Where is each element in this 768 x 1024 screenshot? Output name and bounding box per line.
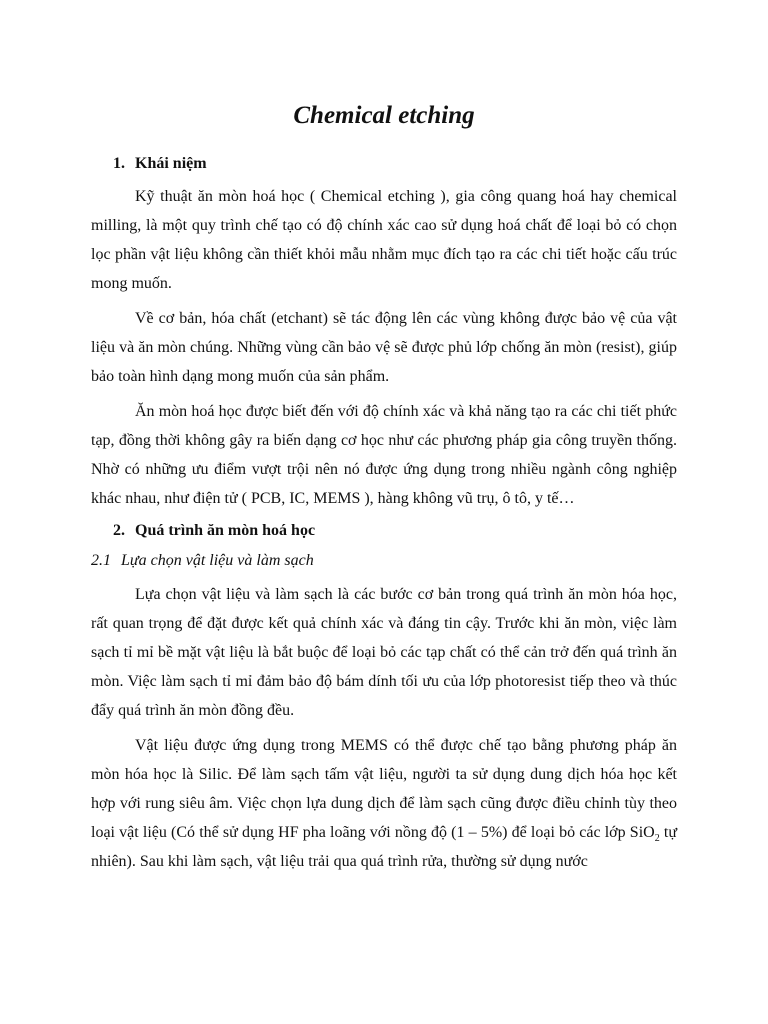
subsection-2-1-title: Lựa chọn vật liệu và làm sạch [121,552,314,569]
section-1-title: Khái niệm [135,155,207,172]
section-2-paragraph-2 [91,731,677,876]
section-1-number: 1. [113,155,125,172]
paragraph-text-after-subscript: tự nhiên). Sau khi làm sạch, vật liệu trải qua quá trình rửa, thường sử dụng nước [91,824,678,870]
section-2-heading [91,519,677,543]
section-1-heading [91,152,677,176]
section-1-paragraph-2: Về cơ bản, hóa chất (etchant) sẽ tác động lên các vùng không được bảo vệ của vật liệu và ăn mòn chúng. Những vùng cần bảo vệ sẽ được phủ lớp chống ăn mòn (resist), giúp bảo toàn hình dạng mong muốn của sản phẩm. [91,310,677,385]
paragraph-text-before-subscript: Vật liệu được ứng dụng trong MEMS có thể được chế tạo bằng phương pháp ăn mòn hóa học là Silic. Để làm sạch tấm vật liệu, người ta sử dụng dung dịch hóa học kết hợp với rung siêu âm. Việc chọn lựa dung dịch để làm sạch cũng được điều chỉnh tùy theo loại vật liệu (Có thể sử dụng HF pha loãng với nồng độ (1 – 5%) để loại bỏ các lớp SiO [91,737,677,841]
section-1-paragraph-1: Kỹ thuật ăn mòn hoá học ( Chemical etching ), gia công quang hoá hay chemical milling, là một quy trình chế tạo có độ chính xác cao sử dụng hoá chất để loại bỏ có chọn lọc phần vật liệu không cần thiết khỏi mẫu nhằm mục đích tạo ra các chi tiết hoặc cấu trúc mong muốn. [91,188,677,292]
subscript-2: 2 [654,833,660,845]
subsection-2-1-number: 2.1 [91,552,111,569]
section-2-paragraph-1: Lựa chọn vật liệu và làm sạch là các bước cơ bản trong quá trình ăn mòn hóa học, rất quan trọng để đặt được kết quả chính xác và đáng tin cậy. Trước khi ăn mòn, việc làm sạch tỉ mỉ bề mặt vật liệu là bắt buộc để loại bỏ các tạp chất có thể cản trở đến quá trình ăn mòn. Việc làm sạch tỉ mỉ đảm bảo độ bám dính tối ưu của lớp photoresist tiếp theo và thúc đẩy quá trình ăn mòn đồng đều. [91,586,677,719]
subsection-2-1-heading [91,549,677,573]
section-2-number: 2. [113,522,125,539]
section-1-paragraph-3: Ăn mòn hoá học được biết đến với độ chính xác và khả năng tạo ra các chi tiết phức tạp, đồng thời không gây ra biến dạng cơ học như các phương pháp gia công truyền thống. Nhờ có những ưu điểm vượt trội nên nó được ứng dụng trong nhiều ngành công nghiệp khác nhau, như điện tử ( PCB, IC, MEMS ), hàng không vũ trụ, ô tô, y tế… [91,403,677,507]
document-title: Chemical etching [293,102,475,129]
section-2-title: Quá trình ăn mòn hoá học [135,522,316,539]
